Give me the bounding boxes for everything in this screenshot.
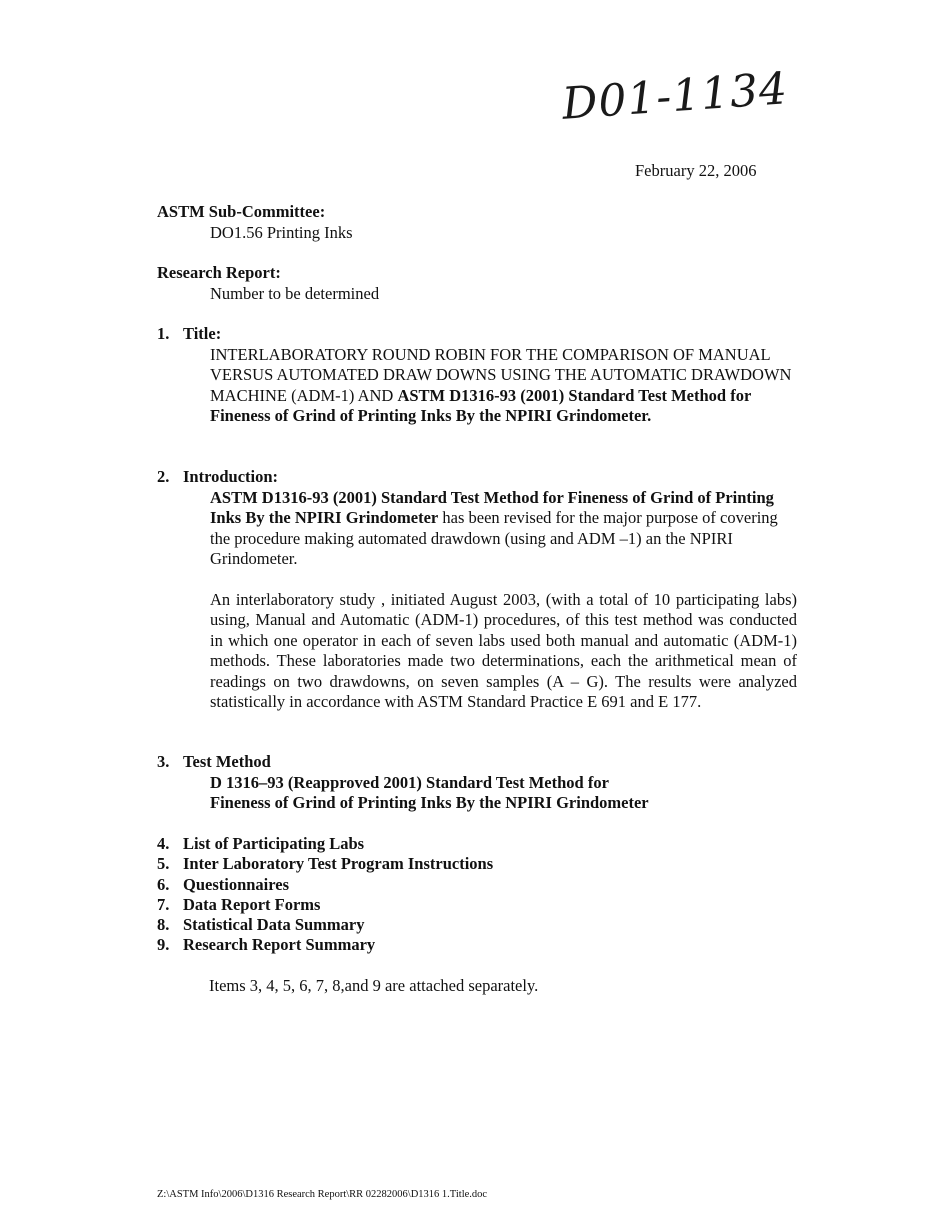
handwritten-document-id: D01-1134 xyxy=(560,63,790,130)
test-method-number: 3. xyxy=(157,752,170,771)
title-section xyxy=(157,324,797,427)
list-item-number: 5. xyxy=(157,854,170,874)
title-text xyxy=(157,345,797,427)
list-item-number: 4. xyxy=(157,834,170,853)
test-method-line-2: Fineness of Grind of Printing Inks By the NPIRI Grindometer xyxy=(210,793,649,812)
list-item-label: Data Report Forms xyxy=(183,894,321,914)
introduction-p1-bold: ASTM D1316-93 (2001) Standard Test Method for Fineness of Grind of Printing Inks By the NPIRI Grindometer xyxy=(210,487,774,527)
subcommittee-value: DO1.56 Printing Inks xyxy=(210,222,353,242)
test-method-line-1: D 1316–93 (Reapproved 2001) Standard Test Method for xyxy=(210,772,609,792)
research-report-label: Research Report: xyxy=(157,263,281,282)
test-method-label: Test Method xyxy=(183,752,271,771)
list-item xyxy=(157,875,797,895)
title-heading xyxy=(157,324,797,345)
research-report-value: Number to be determined xyxy=(210,283,380,303)
introduction-paragraph-2: An interlaboratory study , initiated August 2003, (with a total of 10 participating labs) using, Manual and Automatic (ADM-1) procedures, of this test method was conducted in which one operator in each of seven labs used both manual and automatic (ADM-1) methods. These laboratories made two determinations, each the arithmetical mean of readings on two drawdowns, on seven samples (A – G). The results were analyzed statistically in accordance with ASTM Standard Practice E 691 and E 177. xyxy=(210,589,797,711)
list-item-label: Inter Laboratory Test Program Instructions xyxy=(183,854,494,874)
list-item-number: 7. xyxy=(157,894,170,914)
list-item xyxy=(157,915,797,935)
title-number: 1. xyxy=(157,324,170,343)
attached-note: Items 3, 4, 5, 6, 7, 8,and 9 are attached separately. xyxy=(209,976,539,995)
list-item-number: 9. xyxy=(157,935,170,955)
title-text-bold: ASTM D1316-93 (2001) Standard Test Method for Fineness of Grind of Printing Inks By the NPIRI Grindometer. xyxy=(210,385,751,425)
list-item xyxy=(157,854,797,874)
introduction-label: Introduction: xyxy=(183,467,279,486)
test-method-heading xyxy=(157,752,797,773)
list-item-label: List of Participating Labs xyxy=(183,834,365,853)
list-item xyxy=(157,834,797,854)
introduction-number: 2. xyxy=(157,467,170,486)
test-method-section xyxy=(157,752,797,814)
list-item-number: 8. xyxy=(157,915,170,935)
title-label: Title: xyxy=(183,324,222,343)
document-date: February 22, 2006 xyxy=(635,161,757,180)
introduction-section xyxy=(157,467,797,713)
list-item-label: Research Report Summary xyxy=(183,935,376,955)
attachments-list xyxy=(157,834,797,956)
research-report-block xyxy=(157,263,797,304)
title-text-plain: INTERLABORATORY ROUND ROBIN FOR THE COMPARISON OF MANUAL VERSUS AUTOMATED DRAW DOWNS USING THE AUTOMATIC DRAWDOWN MACHINE (ADM-1) AND xyxy=(210,344,792,405)
list-item-label: Questionnaires xyxy=(183,874,290,894)
list-item xyxy=(157,935,797,955)
subcommittee-label: ASTM Sub-Committee: xyxy=(157,202,326,221)
footer-file-path: Z:\ASTM Info\2006\D1316 Research Report\RR 02282006\D1316 1.Title.doc xyxy=(157,1189,488,1200)
subcommittee-block xyxy=(157,202,797,243)
introduction-paragraph-1 xyxy=(157,488,797,570)
introduction-p1-plain: has been revised for the major purpose of covering the procedure making automated drawdown (using and ADM –1) an the NPIRI Grindometer. xyxy=(210,508,778,568)
introduction-heading xyxy=(157,467,797,488)
list-item xyxy=(157,895,797,915)
list-item-number: 6. xyxy=(157,874,170,894)
list-item-label: Statistical Data Summary xyxy=(183,915,365,935)
